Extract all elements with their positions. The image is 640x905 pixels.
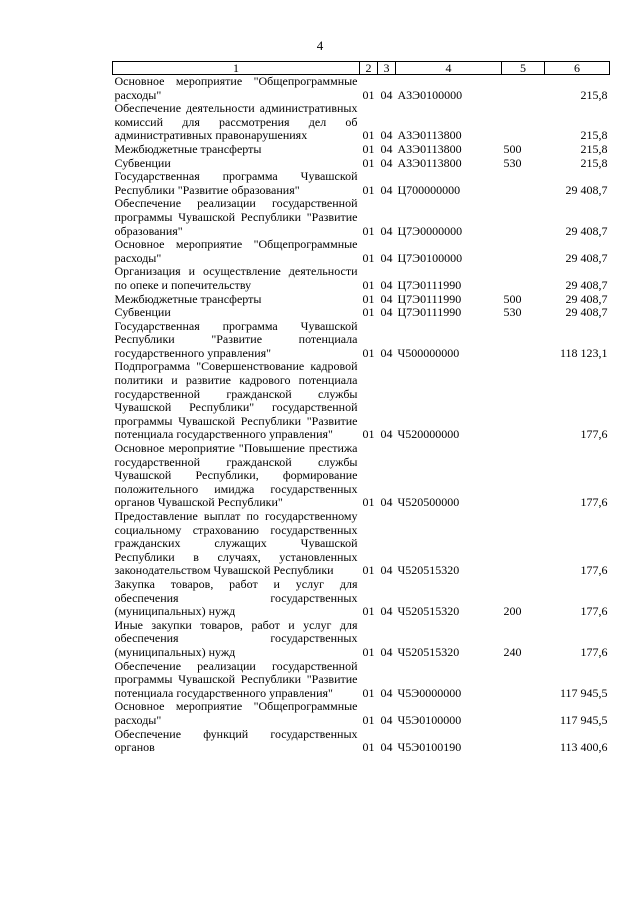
cell-amount: 29 408,7 <box>565 305 608 320</box>
table-row <box>113 75 610 103</box>
cell-target: Ч520515320 <box>397 644 460 659</box>
cell-target: Ч520515320 <box>397 563 460 578</box>
cell-target: Ц7Э0000000 <box>397 223 463 238</box>
cell-expense <box>502 510 545 578</box>
cell-target: А3Э0113800 <box>397 155 462 170</box>
cell-amount: 29 408,7 <box>565 250 608 265</box>
cell-amount: 177,6 <box>580 604 608 619</box>
cell-section: 01 <box>362 141 375 156</box>
cell-target: А3Э0100000 <box>397 87 463 102</box>
cell-expense <box>502 102 545 143</box>
cell-subsection: 04 <box>380 644 393 659</box>
cell-subsection: 04 <box>380 495 393 510</box>
cell-amount: 117 945,5 <box>559 685 608 700</box>
cell-target: Ч5Э0000000 <box>397 685 462 700</box>
table-row <box>113 157 610 171</box>
cell-expense <box>502 265 545 292</box>
cell-expense <box>502 660 545 701</box>
table-row <box>113 700 610 727</box>
cell-section: 01 <box>362 685 375 700</box>
cell-subsection: 04 <box>380 305 393 320</box>
cell-expense <box>502 320 545 361</box>
cell-section: 01 <box>362 155 375 170</box>
cell-subsection: 04 <box>380 291 393 306</box>
cell-expense <box>502 197 545 238</box>
cell-target: Ч520000000 <box>397 427 460 442</box>
cell-section: 01 <box>362 305 375 320</box>
cell-name: Предоставление выплат по государственному социальному страхованию государственных гражданских служащих Чувашской Республики в случаях, установленных законодательством Чувашской Республики <box>114 509 358 578</box>
cell-target: Ч500000000 <box>397 345 460 360</box>
table-row <box>113 360 610 442</box>
page-number: 4 <box>316 38 324 53</box>
cell-subsection: 04 <box>380 740 393 755</box>
cell-target: Ч520515320 <box>397 604 460 619</box>
header-cell-6: 6 <box>545 62 610 75</box>
table-row <box>113 170 610 197</box>
cell-amount: 113 400,6 <box>559 740 608 755</box>
cell-name: Обеспечение реализации государственной программы Чувашской Республики "Развитие образования" <box>114 196 358 238</box>
cell-section: 01 <box>362 87 375 102</box>
cell-name: Государственная программа Чувашской Республики "Развитие потенциала государственного управления" <box>114 318 358 360</box>
cell-amount: 215,8 <box>580 128 608 143</box>
header-cell-1: 1 <box>113 62 360 75</box>
cell-subsection: 04 <box>380 685 393 700</box>
cell-target: Ц7Э0111990 <box>397 291 462 306</box>
cell-section: 01 <box>362 223 375 238</box>
cell-amount: 177,6 <box>580 495 608 510</box>
table-row <box>113 728 610 755</box>
table-row <box>113 306 610 320</box>
cell-amount: 29 408,7 <box>565 223 608 238</box>
header-cell-4: 4 <box>396 62 502 75</box>
header-cell-2: 2 <box>360 62 378 75</box>
cell-amount: 118 123,1 <box>559 345 608 360</box>
cell-expense <box>502 238 545 265</box>
cell-subsection: 04 <box>380 141 393 156</box>
cell-section: 01 <box>362 604 375 619</box>
cell-name: Обеспечение реализации государственной программы Чувашской Республики "Развитие потенциала государственного управления" <box>114 658 358 700</box>
cell-section: 01 <box>362 291 375 306</box>
table-body <box>113 75 610 755</box>
cell-subsection: 04 <box>380 712 393 727</box>
cell-section: 01 <box>362 712 375 727</box>
cell-target: Ц700000000 <box>397 182 461 197</box>
cell-section: 01 <box>362 644 375 659</box>
cell-name: Основное мероприятие "Общепрограммные расходы" <box>114 74 358 102</box>
cell-target: Ч5Э0100000 <box>397 712 462 727</box>
cell-name: Основное мероприятие "Общепрограммные расходы" <box>114 237 358 265</box>
cell-target: Ч5Э0100190 <box>397 740 462 755</box>
cell-subsection: 04 <box>380 277 393 292</box>
table-row <box>113 102 610 143</box>
cell-name: Обеспечение функций государственных органов <box>114 726 358 755</box>
table-row <box>113 510 610 578</box>
cell-amount: 215,8 <box>580 155 608 170</box>
cell-expense <box>502 700 545 727</box>
table-header <box>113 62 610 75</box>
cell-target: Ц7Э0111990 <box>397 277 462 292</box>
cell-name: Субвенции <box>114 155 171 170</box>
cell-subsection: 04 <box>380 182 393 197</box>
cell-section: 01 <box>362 345 375 360</box>
cell-name: Обеспечение деятельности административных комиссий для рассмотрения дел об административных правонарушениях <box>114 101 358 143</box>
table-row <box>113 578 610 619</box>
cell-amount: 29 408,7 <box>565 277 608 292</box>
cell-amount: 177,6 <box>580 644 608 659</box>
header-cell-3: 3 <box>378 62 396 75</box>
cell-expense: 200 <box>503 604 522 619</box>
cell-expense: 530 <box>503 155 522 170</box>
cell-target: Ц7Э0100000 <box>397 250 463 265</box>
cell-amount: 177,6 <box>580 563 608 578</box>
cell-section: 01 <box>362 740 375 755</box>
budget-table <box>112 61 610 755</box>
cell-target: Ч520500000 <box>397 495 460 510</box>
cell-expense: 240 <box>503 644 522 659</box>
cell-amount: 215,8 <box>580 87 608 102</box>
cell-amount: 29 408,7 <box>565 182 608 197</box>
cell-expense <box>502 75 545 103</box>
cell-subsection: 04 <box>380 128 393 143</box>
cell-section: 01 <box>362 427 375 442</box>
table-row <box>113 197 610 238</box>
header-cell-5: 5 <box>502 62 545 75</box>
cell-expense: 500 <box>503 291 522 306</box>
cell-amount: 29 408,7 <box>565 291 608 306</box>
cell-amount: 215,8 <box>580 141 608 156</box>
cell-section: 01 <box>362 250 375 265</box>
cell-section: 01 <box>362 495 375 510</box>
cell-subsection: 04 <box>380 87 393 102</box>
cell-name: Иные закупки товаров, работ и услуг для обеспечения государственных (муниципальных) нужд <box>114 617 358 659</box>
cell-target: Ц7Э0111990 <box>397 305 462 320</box>
cell-name: Межбюджетные трансферты <box>114 141 262 156</box>
cell-name: Основное мероприятие "Повышение престижа государственной гражданской службы Чувашской Республики, формирование положительного имиджа государственных органов Чувашской Республики" <box>114 441 358 510</box>
header-row <box>113 62 610 75</box>
cell-amount: 117 945,5 <box>559 712 608 727</box>
table-row <box>113 293 610 307</box>
cell-name: Подпрограмма "Совершенствование кадровой политики и развитие кадрового потенциала государственной гражданской службы Чувашской Республики" государственной программы Чувашской Республики "Развитие потенциала государственного управления" <box>114 359 358 442</box>
cell-expense: 500 <box>503 141 522 156</box>
cell-expense <box>502 360 545 442</box>
cell-target: А3Э0113800 <box>397 128 462 143</box>
cell-subsection: 04 <box>380 223 393 238</box>
cell-name: Субвенции <box>114 305 171 320</box>
table-row <box>113 320 610 361</box>
cell-section: 01 <box>362 277 375 292</box>
cell-subsection: 04 <box>380 563 393 578</box>
cell-expense <box>502 728 545 755</box>
cell-expense <box>502 442 545 510</box>
cell-section: 01 <box>362 182 375 197</box>
table-row <box>113 143 610 157</box>
cell-expense <box>502 170 545 197</box>
cell-subsection: 04 <box>380 427 393 442</box>
table-row <box>113 660 610 701</box>
cell-name: Организация и осуществление деятельности по опеке и попечительству <box>114 264 358 292</box>
cell-section: 01 <box>362 128 375 143</box>
cell-expense: 530 <box>503 305 522 320</box>
table-row <box>113 238 610 265</box>
cell-amount: 177,6 <box>580 427 608 442</box>
cell-name: Основное мероприятие "Общепрограммные расходы" <box>114 699 358 727</box>
cell-subsection: 04 <box>380 155 393 170</box>
cell-subsection: 04 <box>380 250 393 265</box>
table-row <box>113 442 610 510</box>
table-row <box>113 265 610 292</box>
cell-name: Закупка товаров, работ и услуг для обеспечения государственных (муниципальных) нужд <box>114 576 358 619</box>
cell-section: 01 <box>362 563 375 578</box>
table-row <box>113 619 610 660</box>
cell-subsection: 04 <box>380 604 393 619</box>
cell-subsection: 04 <box>380 345 393 360</box>
cell-name: Межбюджетные трансферты <box>114 291 262 306</box>
cell-name: Государственная программа Чувашской Республики "Развитие образования" <box>114 169 358 197</box>
cell-target: А3Э0113800 <box>397 141 462 156</box>
